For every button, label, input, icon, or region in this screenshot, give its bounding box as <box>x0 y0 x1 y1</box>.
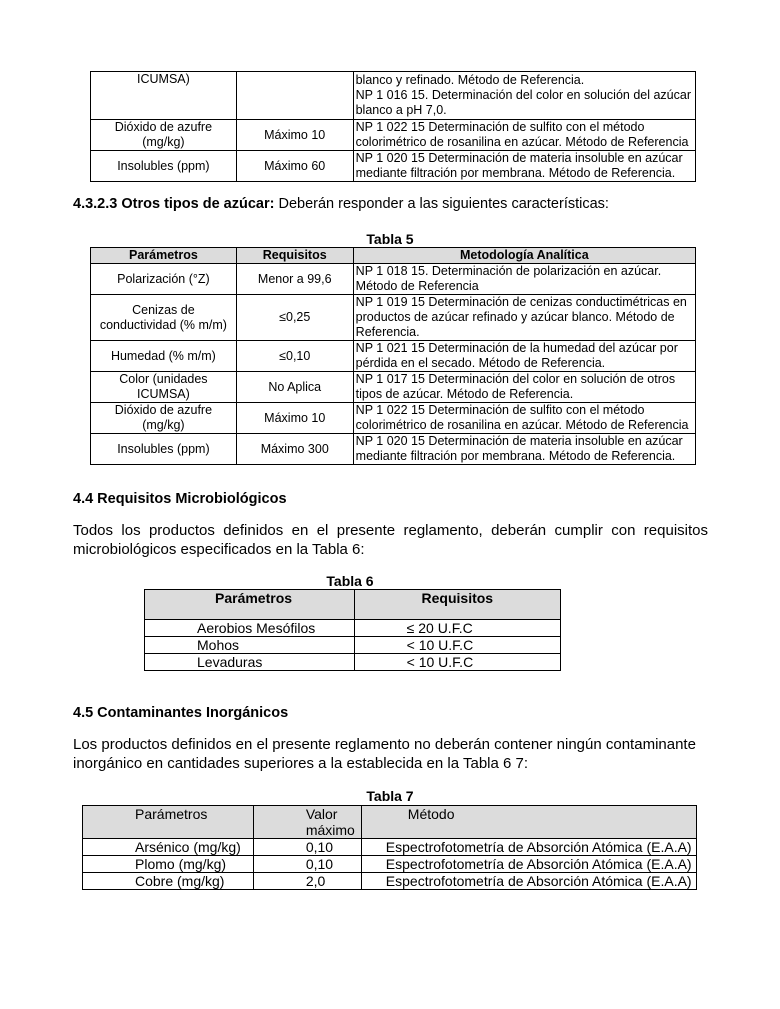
table-row <box>91 403 696 434</box>
table-row <box>91 72 696 120</box>
method-cell: Espectrofotometría de Absorción Atómica (E.A.A) <box>361 856 696 873</box>
method-cell: blanco y refinado. Método de Referencia. NP 1 016 15. Determinación del color en solución del azúcar blanco a pH 7,0. <box>353 72 695 120</box>
table5 <box>90 247 696 465</box>
requirement-cell: ≤ 20 U.F.C <box>354 620 560 637</box>
column-header: Método <box>361 806 696 839</box>
requirement-cell: < 10 U.F.C <box>354 637 560 654</box>
param-cell: Cobre (mg/kg) <box>83 873 254 890</box>
section-45-title: 4.5 Contaminantes Inorgánicos <box>73 705 289 721</box>
method-cell: NP 1 021 15 Determinación de la humedad del azúcar por pérdida en el secado. Método de Referencia. <box>353 341 695 372</box>
param-cell: Plomo (mg/kg) <box>83 856 254 873</box>
table6 <box>144 589 561 671</box>
param-cell: Levaduras <box>145 654 355 671</box>
method-cell: NP 1 022 15 Determinación de sulfito con el método colorimétrico de rosanilina en azúcar. Método de Referencia <box>353 403 695 434</box>
param-cell: Dióxido de azufre (mg/kg) <box>91 120 237 151</box>
param-cell: Arsénico (mg/kg) <box>83 839 254 856</box>
table-row <box>91 434 696 465</box>
param-cell: Insolubles (ppm) <box>91 151 237 182</box>
method-cell: NP 1 022 15 Determinación de sulfito con el método colorimétrico de rosanilina en azúcar. Método de Referencia <box>353 120 695 151</box>
section-44-title: 4.4 Requisitos Microbiológicos <box>73 491 287 507</box>
requirement-cell: < 10 U.F.C <box>354 654 560 671</box>
table-header-row <box>83 806 697 839</box>
requirement-cell <box>236 72 353 120</box>
table-header-row <box>91 248 696 264</box>
param-cell: Polarización (°Z) <box>91 264 237 295</box>
table5-caption: Tabla 5 <box>366 231 414 247</box>
table-row <box>83 839 697 856</box>
table-row <box>145 637 561 654</box>
column-header: Parámetros <box>91 248 237 264</box>
table-row <box>91 120 696 151</box>
requirement-cell: Máximo 10 <box>236 120 353 151</box>
table-row <box>91 151 696 182</box>
table7-caption: Tabla 7 <box>366 788 414 804</box>
requirement-cell: Máximo 10 <box>236 403 353 434</box>
method-cell: NP 1 019 15 Determinación de cenizas conductimétricas en productos de azúcar refinado y azúcar blanco. Método de Referencia. <box>353 295 695 341</box>
requirement-cell: ≤0,10 <box>236 341 353 372</box>
column-header: Parámetros <box>145 590 355 620</box>
param-cell: ICUMSA) <box>91 72 237 120</box>
table-row <box>83 873 697 890</box>
requirement-cell: Máximo 300 <box>236 434 353 465</box>
table-row <box>145 654 561 671</box>
method-cell: NP 1 020 15 Determinación de materia insoluble en azúcar mediante filtración por membrana. Método de Referencia. <box>353 434 695 465</box>
table-row <box>83 856 697 873</box>
table6-caption: Tabla 6 <box>326 573 374 589</box>
param-cell: Cenizas de conductividad (% m/m) <box>91 295 237 341</box>
method-cell: Espectrofotometría de Absorción Atómica (E.A.A) <box>361 873 696 890</box>
table-row <box>91 341 696 372</box>
method-cell: Espectrofotometría de Absorción Atómica (E.A.A) <box>361 839 696 856</box>
column-header: Requisitos <box>354 590 560 620</box>
section-44-paragraph: Todos los productos definidos en el presente reglamento, deberán cumplir con requisitos microbiológicos especificados en la Tabla 6: <box>73 522 708 558</box>
method-cell: NP 1 020 15 Determinación de materia insoluble en azúcar mediante filtración por membrana. Método de Referencia. <box>353 151 695 182</box>
value-cell: 2,0 <box>253 873 361 890</box>
param-cell: Aerobios Mesófilos <box>145 620 355 637</box>
method-cell: NP 1 018 15. Determinación de polarización en azúcar. Método de Referencia <box>353 264 695 295</box>
param-cell: Color (unidades ICUMSA) <box>91 372 237 403</box>
param-cell: Mohos <box>145 637 355 654</box>
table-row <box>91 264 696 295</box>
table-row <box>91 372 696 403</box>
requirement-cell: No Aplica <box>236 372 353 403</box>
param-cell: Humedad (% m/m) <box>91 341 237 372</box>
param-cell: Insolubles (ppm) <box>91 434 237 465</box>
method-cell: NP 1 017 15 Determinación del color en solución de otros tipos de azúcar. Método de Referencia. <box>353 372 695 403</box>
table-row <box>145 620 561 637</box>
requirement-cell: ≤0,25 <box>236 295 353 341</box>
column-header: Metodología Analítica <box>353 248 695 264</box>
requirement-cell: Menor a 99,6 <box>236 264 353 295</box>
table7 <box>82 805 697 890</box>
section-text: Deberán responder a las siguientes características: <box>274 196 609 212</box>
section-45-paragraph: Los productos definidos en el presente reglamento no deberán contener ningún contaminante inorgánico en cantidades superiores a la establecida en la Tabla 6 7: <box>73 736 696 772</box>
param-cell: Dióxido de azufre (mg/kg) <box>91 403 237 434</box>
column-header: Valor máximo <box>253 806 361 839</box>
table-header-row <box>145 590 561 620</box>
requirement-cell: Máximo 60 <box>236 151 353 182</box>
column-header: Requisitos <box>236 248 353 264</box>
table-row <box>91 295 696 341</box>
value-cell: 0,10 <box>253 856 361 873</box>
value-cell: 0,10 <box>253 839 361 856</box>
section-4323-heading <box>73 196 609 212</box>
column-header: Parámetros <box>83 806 254 839</box>
table-top-continuation <box>90 71 696 182</box>
section-number-title: 4.3.2.3 Otros tipos de azúcar: <box>73 196 275 212</box>
